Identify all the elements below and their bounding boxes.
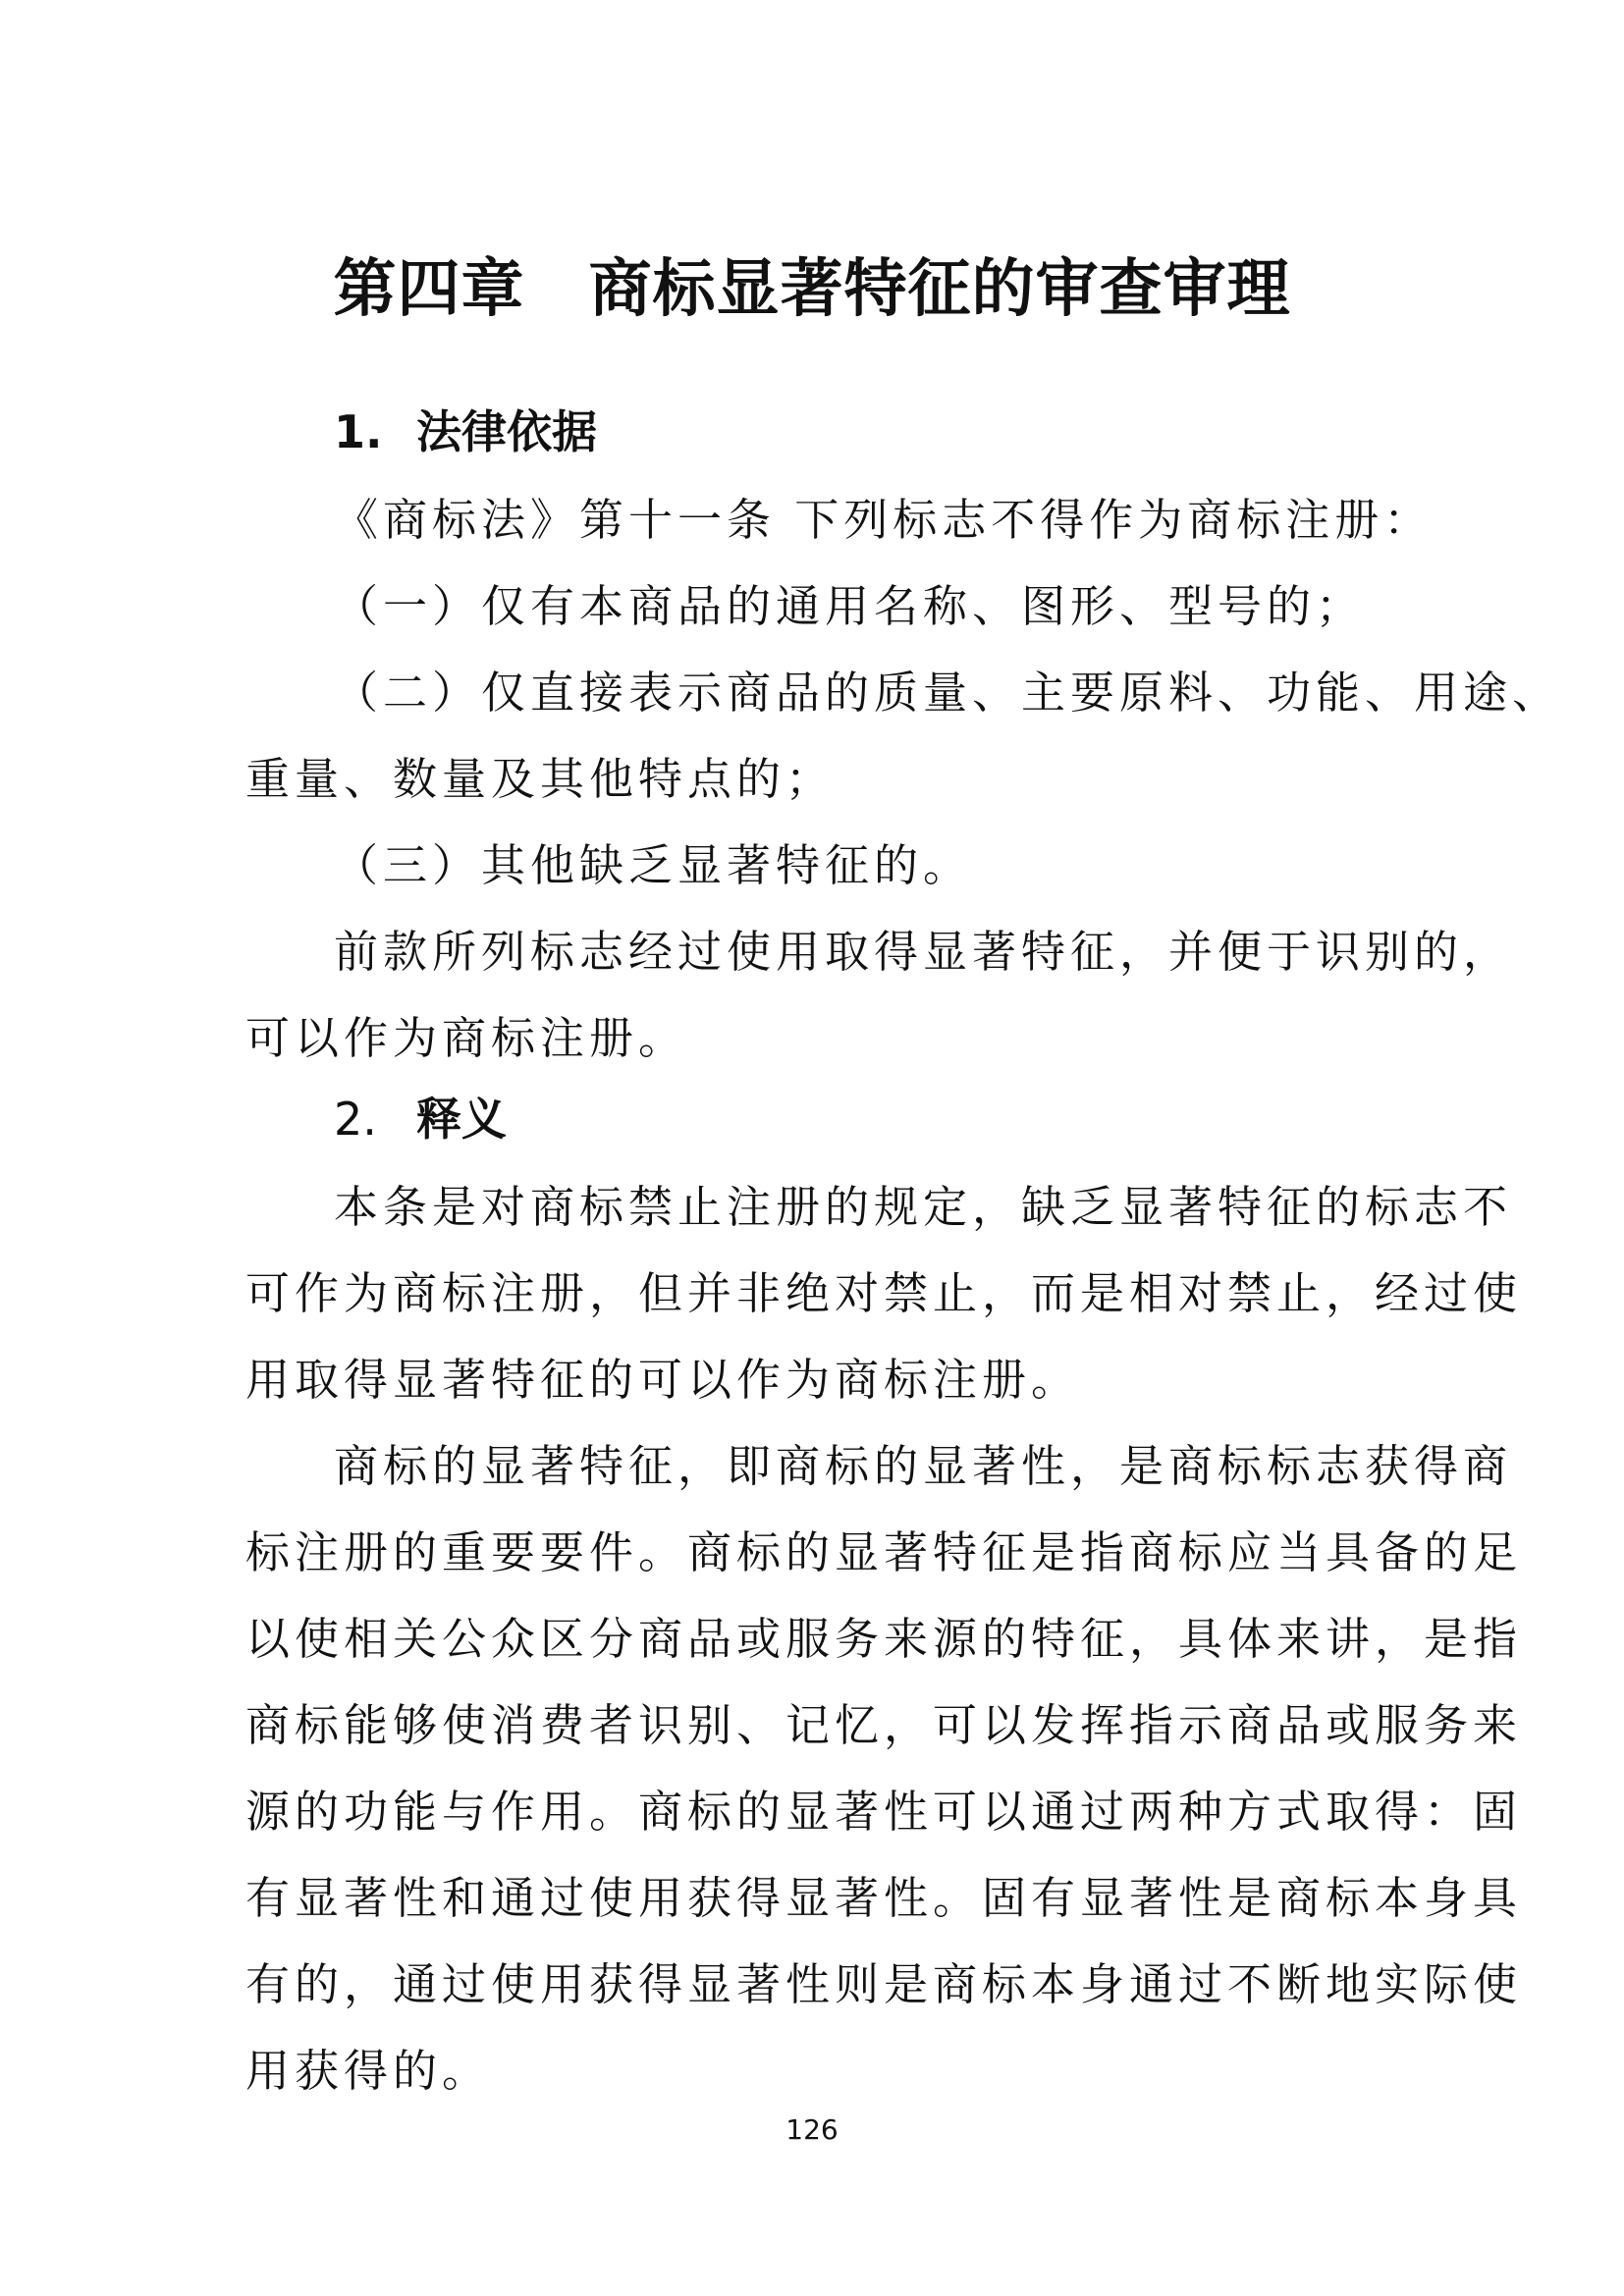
section-title: 法律依据 bbox=[416, 405, 597, 458]
interpretation-p2-line-2: 标注册的重要要件。商标的显著特征是指商标应当具备的足 bbox=[245, 1526, 1523, 1578]
section-number: 1. bbox=[334, 405, 383, 458]
interpretation-p2-line-6: 有显著性和通过使用获得显著性。固有显著性是商标本身具 bbox=[245, 1872, 1523, 1924]
law-item-1: （一）仅有本商品的通用名称、图形、型号的； bbox=[334, 580, 1366, 632]
interpretation-p2-line-7: 有的，通过使用获得显著性则是商标本身通过不断地实际使 bbox=[245, 1958, 1523, 2010]
interpretation-p1-line-1: 本条是对商标禁止注册的规定，缺乏显著特征的标志不 bbox=[334, 1181, 1513, 1233]
section-number: 2. bbox=[334, 1093, 377, 1146]
law-item-2-line-1: （二）仅直接表示商品的质量、主要原料、功能、用途、 bbox=[334, 667, 1562, 719]
law-paragraph-line-1: 前款所列标志经过使用取得显著特征，并便于识别的， bbox=[334, 926, 1513, 978]
interpretation-p2-line-3: 以使相关公众区分商品或服务来源的特征，具体来讲，是指 bbox=[245, 1613, 1523, 1665]
law-article-line: 《商标法》第十一条 下列标志不得作为商标注册： bbox=[334, 494, 1434, 546]
law-item-3: （三）其他缺乏显著特征的。 bbox=[334, 839, 973, 891]
chapter-title: 第四章 商标显著特征的审查审理 bbox=[333, 253, 1291, 326]
interpretation-p2-line-8: 用获得的。 bbox=[245, 2045, 492, 2097]
law-item-2-line-2: 重量、数量及其他特点的； bbox=[245, 753, 836, 805]
interpretation-p2-line-1: 商标的显著特征，即商标的显著性，是商标标志获得商 bbox=[334, 1440, 1513, 1492]
interpretation-p1-line-3: 用取得显著特征的可以作为商标注册。 bbox=[245, 1354, 1081, 1406]
page-number: 126 bbox=[785, 2113, 839, 2146]
section-title: 释义 bbox=[416, 1093, 507, 1146]
interpretation-p2-line-4: 商标能够使消费者识别、记忆，可以发挥指示商品或服务来 bbox=[245, 1699, 1523, 1751]
interpretation-p2-line-5: 源的功能与作用。商标的显著性可以通过两种方式取得：固 bbox=[245, 1786, 1523, 1838]
interpretation-p1-line-2: 可作为商标注册，但并非绝对禁止，而是相对禁止，经过使 bbox=[245, 1267, 1523, 1319]
section-heading-interpretation bbox=[334, 1090, 507, 1148]
law-paragraph-line-2: 可以作为商标注册。 bbox=[245, 1012, 688, 1064]
section-heading-legal-basis bbox=[334, 402, 597, 461]
